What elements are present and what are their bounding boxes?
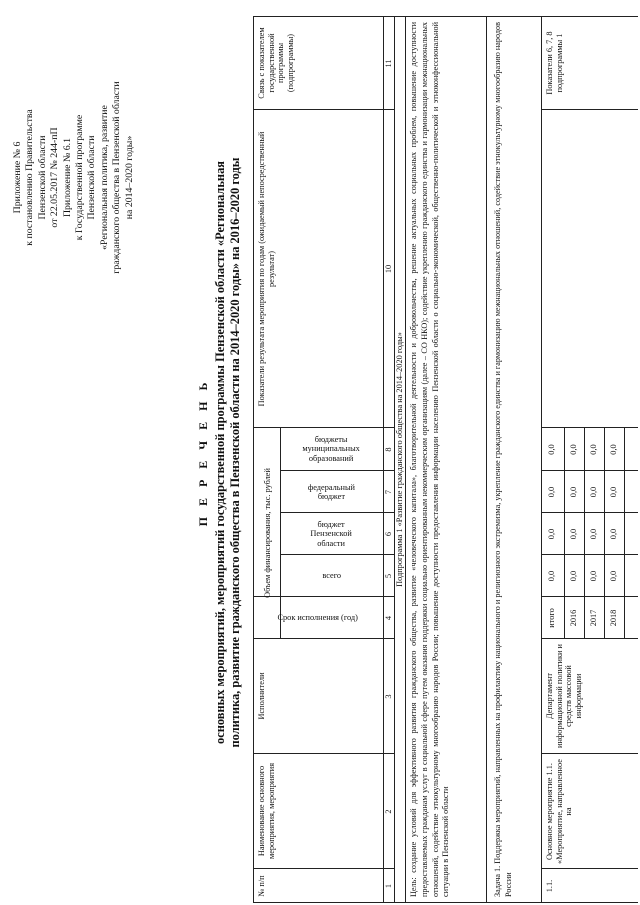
goal-row: Цель: создание условий для эффективного развития гражданского общества, развитие «человеческого капитала», благотворительной деятельности и добровольчества, решение актуальных социальных проблем, повышение доступности предоставляемых гражданам услуг в социальной сфере путем оказания поддержки социально ориентированным некоммерческим организациям (далее – СО НКО); содействие укреплению гражданского единства и гармонизации межнациональных отношений, содействие этнокультурному многообразию народов России; повышение доступности предоставления информации населению Пензенской области о социально-экономической, общественно-политической и этноконфессиональной ситуации в Пензенской области [409, 22, 451, 897]
table-rule [564, 428, 565, 639]
table-rule [486, 16, 487, 903]
approval-stamp [12, 10, 136, 345]
value-cell: 0,0 [547, 486, 556, 498]
table-rule [624, 428, 625, 639]
table-rule [541, 753, 638, 754]
col-number: 1 [384, 883, 393, 889]
header-link: Связь с показателем государственной программы (подпрограммы) [257, 27, 295, 99]
value-cell: 0,0 [609, 570, 618, 582]
value-cell: 0,0 [589, 486, 598, 498]
approval-line: Пензенской области [86, 135, 98, 220]
approval-line: Пензенской области [36, 135, 48, 220]
value-cell: 0,0 [547, 570, 556, 582]
value-cell: 0,0 [569, 486, 578, 498]
approval-line: Приложение № 6 [12, 141, 23, 214]
subprogram-row: Подпрограмма 1 «Развитие гражданского общества на 2014–2020 годы» [395, 332, 404, 587]
approval-line: Приложение № 6.1 [61, 137, 73, 218]
value-cell: 0,0 [547, 528, 556, 540]
term-cell: итого [547, 608, 556, 628]
header-name: Наименование основного мероприятия, мероприятия [257, 762, 276, 860]
header-result: Показатели результата мероприятия по годам (ожидаемый непосредственный результат) [257, 131, 276, 407]
header-num: № п/п [257, 875, 266, 897]
approval-line: от 22.05.2017 № 244-пП [49, 127, 61, 228]
table-rule [253, 868, 394, 869]
table-rule [541, 868, 638, 869]
row-link: Показатели 6, 7, 8 подпрограммы 1 [545, 31, 564, 95]
value-cell: 0,0 [609, 444, 618, 455]
approval-line: «Региональная политика, развитие [98, 105, 110, 250]
table-rule [405, 16, 406, 903]
table-rule [253, 109, 394, 110]
approval-line: к Государственной программе [74, 114, 86, 241]
header-municipal-budgets: бюджеты муниципальных образований [302, 435, 361, 464]
table-rule [541, 109, 638, 110]
col-number: 8 [384, 447, 393, 452]
subtitle-line: политика, развитие гражданского общества в Пензенской области на 2014–2020 годы» на 2016–2020 годы [228, 157, 242, 748]
table-rule [604, 428, 605, 639]
header-funding: Объем финансирования, тыс. рублей [263, 468, 272, 598]
col-number: 2 [384, 809, 393, 814]
table-rule [541, 16, 542, 903]
value-cell: 0,0 [589, 444, 598, 455]
header-term: Срок исполнения (год) [277, 613, 359, 623]
row-num: 1.1. [545, 879, 554, 893]
value-cell: 0,0 [547, 444, 556, 455]
col-number: 5 [384, 573, 393, 579]
approval-line: на 2014–2020 годы» [123, 135, 135, 220]
document-subtitle [213, 0, 243, 905]
col-number: 7 [384, 489, 393, 495]
col-number: 4 [384, 615, 393, 621]
value-cell: 0,0 [609, 486, 618, 498]
value-cell: 0,0 [609, 528, 618, 540]
table-rule [584, 428, 585, 639]
value-cell: 0,0 [589, 570, 598, 582]
value-cell: 0,0 [589, 528, 598, 540]
header-total: всего [322, 571, 341, 581]
approval-line: гражданского общества в Пензенской области [111, 81, 123, 274]
table-rule [253, 16, 254, 903]
document-title: П Е Р Е Ч Е Н Ь [196, 378, 210, 527]
approval-line: к постановлению Правительства [24, 109, 36, 246]
header-federal-budget: федеральный бюджет [307, 482, 356, 501]
table-rule [253, 16, 638, 17]
col-number: 11 [384, 59, 393, 68]
term-cell: 2017 [589, 609, 598, 627]
task-row: Задача 1. Поддержка мероприятий, направленных на профилактику национального и религиозного экстремизма, укрепление гражданского единства и гармонизацию межнациональных отношений, содействие этнокультурному многообразию народов России [493, 22, 513, 897]
term-cell: 2016 [569, 609, 578, 627]
row-name: Основное мероприятие 1.1. «Мероприятие, направленное на [545, 759, 574, 864]
col-number: 10 [384, 264, 393, 274]
table-rule [253, 902, 638, 903]
header-executors: Исполнители [257, 672, 266, 720]
col-number: 6 [384, 531, 393, 537]
term-cell: 2018 [609, 609, 618, 627]
col-number: 3 [384, 694, 393, 699]
subtitle-line: основных мероприятий, мероприятий государственной программы Пензенской области «Региональная [213, 161, 227, 744]
table-rule [253, 753, 394, 754]
row-executor: Департамент информационной политики и средств массовой информации [545, 644, 583, 748]
value-cell: 0,0 [569, 570, 578, 582]
measures-table [253, 16, 638, 903]
value-cell: 0,0 [569, 444, 578, 455]
value-cell: 0,0 [569, 528, 578, 540]
header-regional-budget: бюджет Пензенской области [310, 519, 353, 548]
